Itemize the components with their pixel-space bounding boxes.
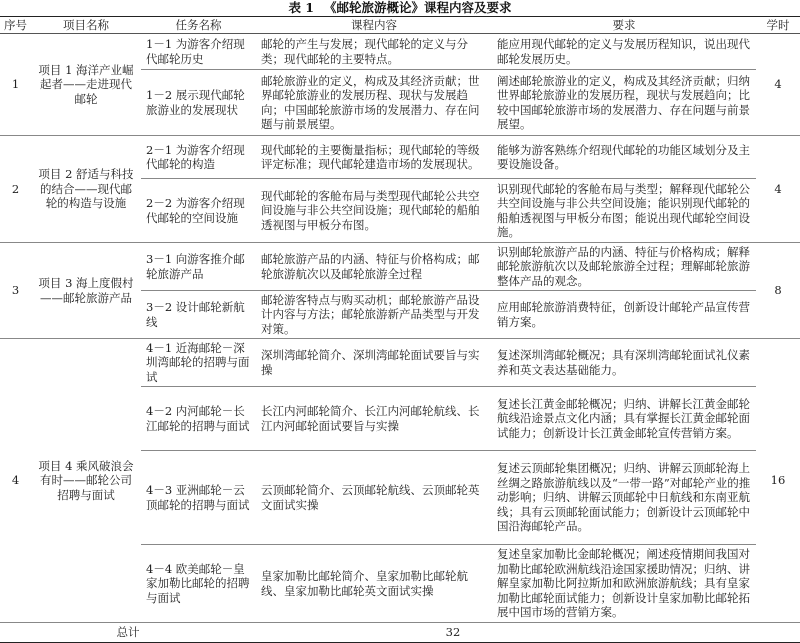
table-row [0, 34, 800, 70]
content-cell: 邮轮旅游产品的内涵、特征与价格构成；邮轮旅游航次以及邮轮旅游全过程 [256, 243, 492, 291]
header-task: 任务名称 [141, 17, 256, 34]
content-cell: 长江内河邮轮简介、长江内河邮轮航线、长江内河邮轮面试要旨与实操 [256, 387, 492, 451]
project-name-cell: 项目 4 乘风破浪会有时——邮轮公司招聘与面试 [31, 339, 141, 623]
header-project: 项目名称 [31, 17, 141, 34]
project-name-cell: 项目 1 海洋产业崛起者——走进现代邮轮 [31, 34, 141, 136]
task-cell: 3－1 向游客推介邮轮旅游产品 [141, 243, 256, 291]
requirement-cell: 识别现代邮轮的客舱布局与类型；解释现代邮轮公共空间设施与非公共空间设施；能识别现代邮轮的船舶透视图与甲板分布图；能说出现代邮轮空间设施。 [492, 179, 756, 243]
header-content: 课程内容 [256, 17, 492, 34]
project-name-cell: 项目 2 舒适与科技的结合——现代邮轮的构造与设施 [31, 136, 141, 243]
content-cell: 云顶邮轮简介、云顶邮轮航线、云顶邮轮英文面试实操 [256, 451, 492, 545]
requirement-cell: 复述云顶邮轮集团概况；归纳、讲解云顶邮轮海上丝绸之路旅游航线以及“一带一路”对邮轮产业的推动影响；归纳、讲解云顶邮轮中日航线和东南亚航线；具有云顶邮轮面试能力；创新设计云顶邮轮中国沿海邮轮产品。 [492, 451, 756, 545]
task-cell: 4－4 欧美邮轮－皇家加勒比邮轮的招聘与面试 [141, 545, 256, 623]
seq-cell: 2 [0, 136, 31, 243]
hours-cell: 16 [756, 339, 800, 623]
requirement-cell: 识别邮轮旅游产品的内涵、特征与价格构成；解释邮轮旅游航次以及邮轮旅游全过程；理解邮轮旅游整体产品的观念。 [492, 243, 756, 291]
hours-cell: 8 [756, 243, 800, 339]
seq-cell: 1 [0, 34, 31, 136]
hours-cell: 4 [756, 34, 800, 136]
task-cell: 2－1 为游客介绍现代邮轮的构造 [141, 136, 256, 179]
requirement-cell: 复述长江黄金邮轮概况；归纳、讲解长江黄金邮轮航线沿途景点文化内涵；具有掌握长江黄金邮轮面试能力；创新设计长江黄金邮轮宣传营销方案。 [492, 387, 756, 451]
requirement-cell: 能够为游客熟练介绍现代邮轮的功能区域划分及主要设施设备。 [492, 136, 756, 179]
caption-title: 《邮轮旅游概论》课程内容及要求 [324, 0, 512, 15]
requirement-cell: 能应用现代邮轮的定义与发展历程知识，说出现代邮轮发展历史。 [492, 34, 756, 70]
requirement-cell: 复述深圳湾邮轮概况；具有深圳湾邮轮面试礼仪素养和英文表达基础能力。 [492, 339, 756, 387]
hours-cell: 4 [756, 136, 800, 243]
content-cell: 现代邮轮的主要衡量指标；现代邮轮的等级评定标准；现代邮轮建造市场的发展现状。 [256, 136, 492, 179]
content-cell: 现代邮轮的客舱布局与类型现代邮轮公共空间设施与非公共空间设施；现代邮轮的船舶透视图与甲板分布图。 [256, 179, 492, 243]
requirement-cell: 阐述邮轮旅游业的定义，构成及其经济贡献；归纳世界邮轮旅游业的发展历程，现状与发展趋向；比较中国邮轮旅游市场的发展潜力、存在问题与前景展望。 [492, 70, 756, 136]
total-value: 32 [256, 623, 800, 643]
total-label: 总计 [0, 623, 256, 643]
task-cell: 1－1 为游客介绍现代邮轮历史 [141, 34, 256, 70]
content-cell: 深圳湾邮轮简介、深圳湾邮轮面试要旨与实操 [256, 339, 492, 387]
project-name-cell: 项目 3 海上度假村——邮轮旅游产品 [31, 243, 141, 339]
header-hours: 学时 [756, 17, 800, 34]
header-requirement: 要求 [492, 17, 756, 34]
table-row [0, 339, 800, 387]
requirement-cell: 复述皇家加勒比金邮轮概况；阐述疫情期间我国对加勒比邮轮欧洲航线沿途国家援助情况；归纳、讲解皇家加勒比阿拉斯加和欧洲旅游航线；具有皇家加勒比邮轮面试能力；创新设计皇家加勒比邮轮拓展中国市场的营销方案。 [492, 545, 756, 623]
header-row [0, 17, 800, 34]
table-row [0, 136, 800, 179]
content-cell: 邮轮旅游业的定义，构成及其经济贡献；世界邮轮旅游业的发展历程、现状与发展趋向；中国邮轮旅游市场的发展潜力、存在问题与前景展望。 [256, 70, 492, 136]
table-row [0, 243, 800, 291]
table-caption [0, 0, 800, 15]
task-cell: 4－3 亚洲邮轮－云顶邮轮的招聘与面试 [141, 451, 256, 545]
header-seq: 序号 [0, 17, 31, 34]
task-cell: 4－1 近海邮轮－深圳湾邮轮的招聘与面试 [141, 339, 256, 387]
course-table [0, 16, 800, 643]
task-cell: 4－2 内河邮轮－长江邮轮的招聘与面试 [141, 387, 256, 451]
content-cell: 邮轮的产生与发展；现代邮轮的定义与分类；现代邮轮的主要特点。 [256, 34, 492, 70]
caption-number: 表 1 [288, 0, 315, 15]
content-cell: 皇家加勒比邮轮简介、皇家加勒比邮轮航线、皇家加勒比邮轮英文面试实操 [256, 545, 492, 623]
seq-cell: 3 [0, 243, 31, 339]
content-cell: 邮轮游客特点与购买动机；邮轮旅游产品设计内容与方法；邮轮旅游新产品类型与开发对策。 [256, 291, 492, 339]
task-cell: 2－2 为游客介绍现代邮轮的空间设施 [141, 179, 256, 243]
task-cell: 1－2 展示现代邮轮旅游业的发展现状 [141, 70, 256, 136]
seq-cell: 4 [0, 339, 31, 623]
total-row [0, 623, 800, 643]
requirement-cell: 应用邮轮旅游消费特征，创新设计邮轮产品宣传营销方案。 [492, 291, 756, 339]
task-cell: 3－2 设计邮轮新航线 [141, 291, 256, 339]
